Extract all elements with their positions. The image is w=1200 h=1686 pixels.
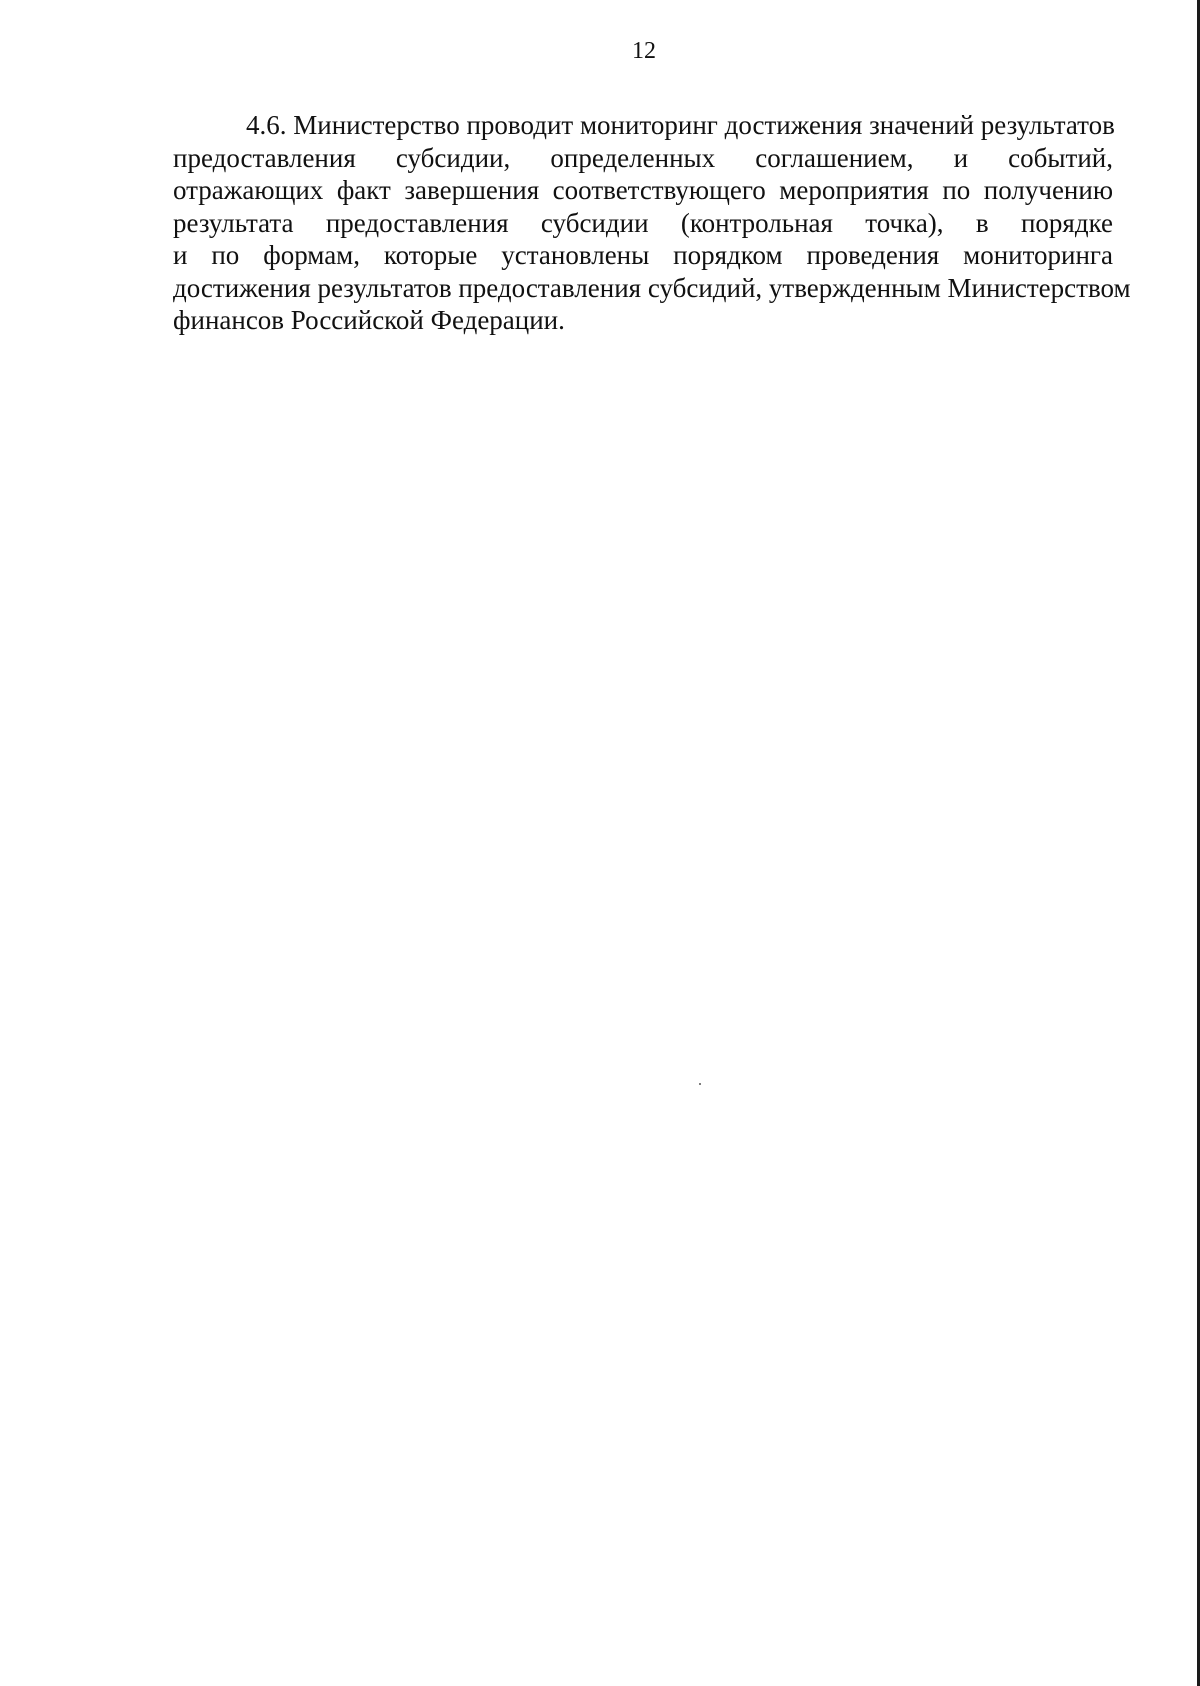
paragraph-line: 4.6. Министерство проводит мониторинг достижения значений результатов (246, 110, 1115, 140)
paragraph-line: достижения результатов предоставления субсидий, утвержденным Министерством (173, 272, 1131, 303)
scan-speck (699, 1083, 701, 1085)
paragraph-line: финансов Российской Федерации. (173, 305, 565, 335)
paragraph-4-6 (173, 109, 1131, 337)
paragraph-line: предоставления субсидии, определенных соглашением, и событий, (173, 142, 1113, 173)
paragraph-line: и по формам, которые установлены порядком проведения мониторинга (173, 240, 1113, 270)
paragraph-line: отражающих факт завершения соответствующего мероприятия по получению (173, 175, 1113, 205)
page-number: 12 (632, 38, 656, 64)
paragraph-line: результата предоставления субсидии (контрольная точка), в порядке (173, 207, 1113, 238)
